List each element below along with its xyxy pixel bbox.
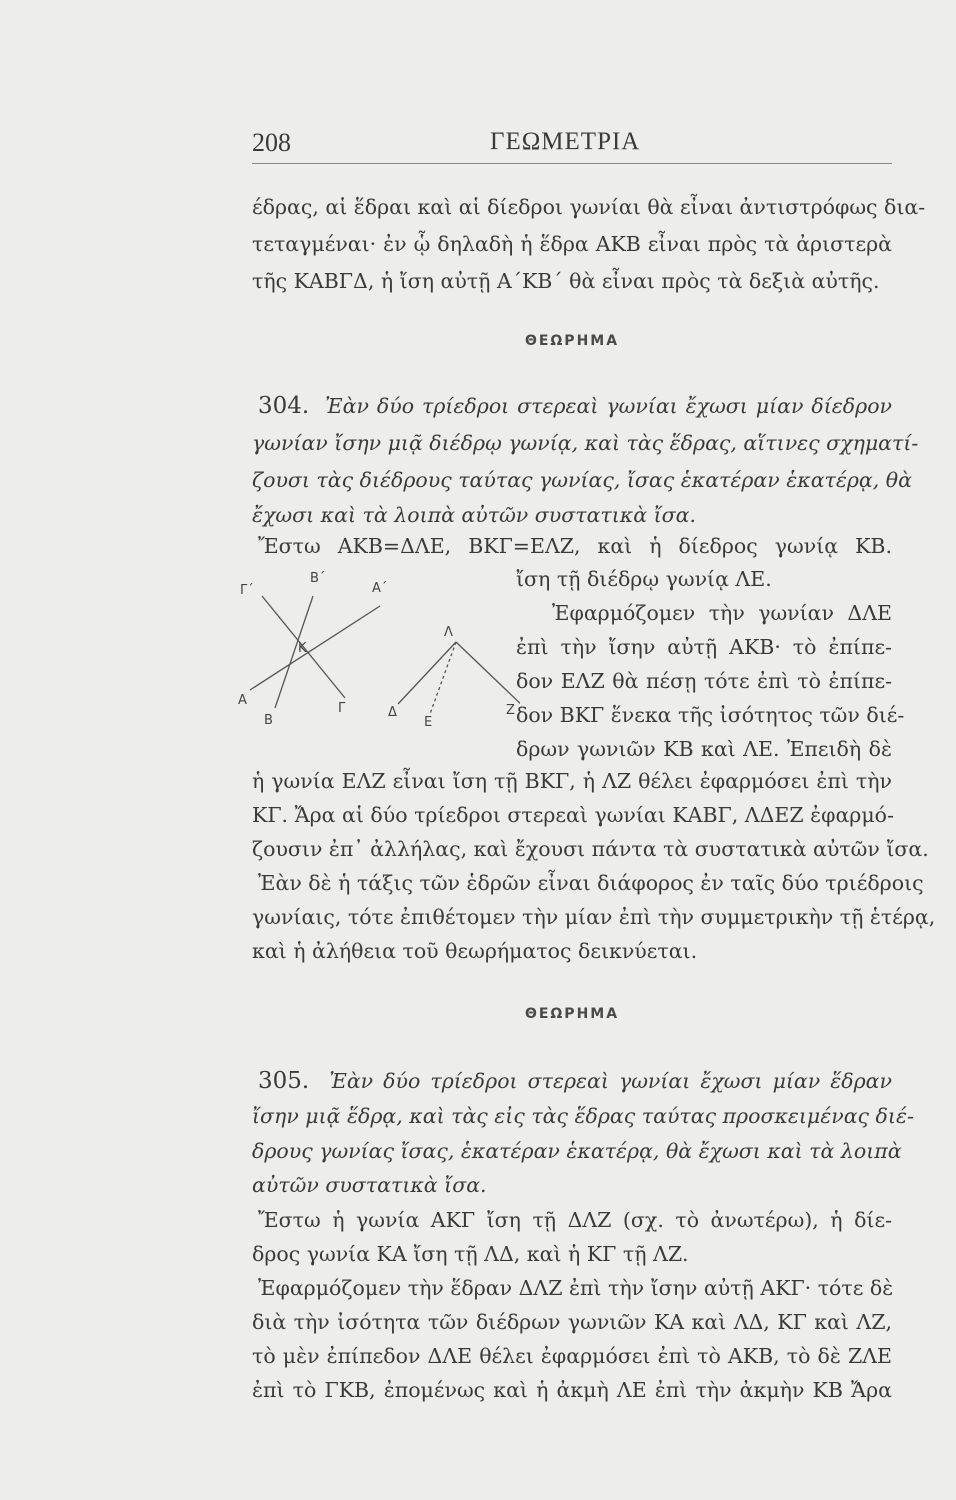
proof-line: Ἐὰν δὲ ἡ τάξις τῶν ἑδρῶν εἶναι διάφορος ἐν ταῖς δύο τριέδροις — [258, 871, 924, 895]
proof-line: δον ΒΚΓ ἕνεκα τῆς ἰσότητος τῶν διέ- — [516, 703, 905, 727]
proof-line: ΚΓ. Ἄρα αἱ δύο τρίεδροι στερεαὶ γωνίαι ΚΑΒΓ, ΛΔΕΖ ἐφαρμό- — [252, 803, 894, 827]
proof-line: γωνίαις, τότε ἐπιθέτομεν τὴν μίαν ἐπὶ τὴν συμμετρικὴν τῇ ἑτέρᾳ, — [252, 905, 936, 929]
theorem-line: αὐτῶν συστατικὰ ἴσα. — [252, 1173, 487, 1197]
label-B: Β — [264, 713, 273, 728]
label-Bp: Β΄ — [310, 571, 326, 586]
proof-line: ζουσιν ἐπ᾽ ἀλλήλας, καὶ ἔχουσι πάντα τὰ συστατικὰ αὐτῶν ἴσα. — [252, 837, 929, 861]
label-A: Α — [238, 693, 247, 708]
text-line: τεταγμέναι· ἐν ᾧ δηλαδὴ ἡ ἕδρα ΑΚΒ εἶναι πρὸς τὰ ἀριστερὰ — [252, 232, 892, 256]
proof-line: διὰ τὴν ἰσότητα τῶν διέδρων γωνιῶν ΚΑ καὶ ΛΔ, ΚΓ καὶ ΛΖ, — [252, 1310, 892, 1334]
figure-trihedral-angles — [230, 566, 520, 736]
theorem-line: δρους γωνίας ἴσας, ἑκατέραν ἑκατέρᾳ, θὰ ἔχωσι καὶ τὰ λοιπὰ — [252, 1139, 902, 1163]
label-Z: Ζ — [506, 703, 515, 718]
theorem-number: 304. — [258, 393, 310, 419]
proof-line: ἴση τῇ διέδρῳ γωνίᾳ ΛΕ. — [516, 567, 772, 591]
label-Ap: Α΄ — [372, 581, 388, 596]
proof-line: δρων γωνιῶν ΚΒ καὶ ΛΕ. Ἐπειδὴ δὲ — [516, 737, 892, 761]
proof-line: ἐπὶ τὸ ΓΚΒ, ἐπομένως καὶ ἡ ἀκμὴ ΛΕ ἐπὶ τὴν ἀκμὴν ΚΒ Ἄρα — [252, 1378, 892, 1402]
line-LZ — [456, 642, 520, 708]
text-line: έδρας, αἱ ἕδραι καὶ αἱ δίεδροι γωνίαι θὰ εἶναι ἀντιστρόφως δια- — [252, 195, 926, 219]
theorem-number: 305. — [258, 1068, 310, 1094]
line-LE — [430, 642, 456, 714]
proof-line: ἡ γωνία ΕΛΖ εἶναι ἴση τῇ ΒΚΓ, ἡ ΛΖ θέλει ἐφαρμόσει ἐπὶ τὴν — [252, 769, 892, 793]
theorem-heading: ΘΕΩΡΗΜΑ — [524, 333, 620, 349]
line-LD — [398, 642, 456, 704]
header-rule — [252, 163, 892, 164]
theorem-line: ζουσι τὰς διέδρους ταύτας γωνίας, ἴσας ἑκατέραν ἑκατέρᾳ, θὰ — [252, 468, 912, 492]
page-number: 208 — [252, 128, 291, 157]
label-K: Κ — [298, 641, 307, 656]
proof-line: Ἔστω ἡ γωνία ΑΚΓ ἴση τῇ ΔΛΖ (σχ. τὸ ἀνωτέρω), ἡ δίε- — [258, 1208, 892, 1232]
theorem-line — [258, 391, 892, 421]
theorem-line: ἴσην μιᾷ ἕδρᾳ, καὶ τὰς εἰς τὰς ἕδρας ταύτας προσκειμένας διέ- — [252, 1104, 914, 1128]
theorem-heading: ΘΕΩΡΗΜΑ — [524, 1006, 620, 1022]
theorem-line: γωνίαν ἴσην μιᾷ διέδρῳ γωνίᾳ, καὶ τὰς ἕδρας, αἵτινες σχηματί- — [252, 431, 919, 455]
proof-line: τὸ μὲν ἐπίπεδον ΔΛΕ θέλει ἐφαρμόσει ἐπὶ τὸ ΑΚΒ, τὸ δὲ ΖΛΕ — [252, 1344, 892, 1368]
label-L: Λ — [444, 625, 453, 640]
running-title: ΓΕΩΜΕΤΡΙΑ — [490, 128, 641, 155]
proof-line: ἐπὶ τὴν ἴσην αὐτῇ ΑΚΒ· τὸ ἐπίπε- — [516, 635, 892, 659]
proof-line: καὶ ἡ ἀλήθεια τοῦ θεωρήματος δεικνύεται. — [252, 939, 698, 963]
line-AC — [250, 606, 380, 690]
theorem-line: ἔχωσι καὶ τὰ λοιπὰ αὐτῶν συστατικὰ ἴσα. — [252, 503, 696, 527]
text-line: τῆς ΚΑΒΓΔ, ἡ ἴση αὐτῇ Α΄ΚΒ΄ θὰ εἶναι πρὸς τὰ δεξιὰ αὐτῆς. — [252, 269, 880, 293]
label-D: Δ — [388, 705, 397, 720]
theorem-text: Ἐὰν δύο τρίεδροι στερεαὶ γωνίαι ἔχωσι μίαν ἕδραν — [329, 1069, 892, 1093]
label-E: Ε — [424, 715, 433, 730]
label-Gp: Γ΄ — [240, 583, 254, 598]
theorem-line — [258, 1066, 892, 1096]
running-header — [252, 128, 892, 168]
proof-line: Ἐφαρμόζομεν τὴν γωνίαν ΔΛΕ — [552, 601, 892, 625]
label-G: Γ — [338, 701, 346, 716]
proof-line: Ἐφαρμόζομεν τὴν ἕδραν ΔΛΖ ἐπὶ τὴν ἴσην αὐτῇ ΑΚΓ· τότε δὲ — [258, 1276, 894, 1300]
proof-line: δον ΕΛΖ θὰ πέσῃ τότε ἐπὶ τὸ ἐπίπε- — [516, 669, 892, 693]
proof-line: Ἔστω ΑΚΒ=ΔΛΕ, ΒΚΓ=ΕΛΖ, καὶ ἡ δίεδρος γωνίᾳ ΚΒ. — [258, 534, 892, 558]
figure-svg — [230, 566, 520, 736]
proof-line: δρος γωνία ΚΑ ἴση τῇ ΛΔ, καὶ ἡ ΚΓ τῇ ΛΖ. — [252, 1242, 689, 1266]
theorem-text: Ἐὰν δύο τρίεδροι στερεαὶ γωνίαι ἔχωσι μίαν δίεδρον — [325, 394, 892, 418]
